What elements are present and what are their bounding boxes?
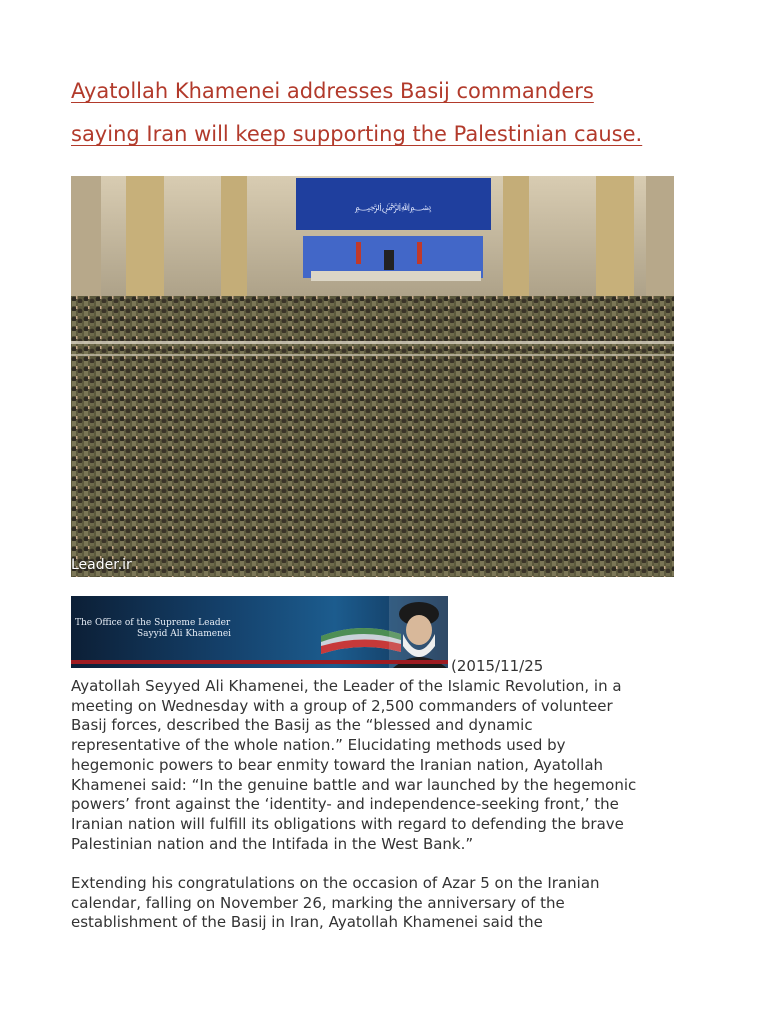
office-banner (71, 596, 448, 668)
text-line: establishment of the Basij in Iran, Ayatollah Khamenei said the (71, 913, 543, 932)
article-headline[interactable] (71, 70, 711, 156)
paragraph-1 (71, 677, 711, 854)
text-line: powers’ front against the ‘identity- and independence-seeking front,’ the (71, 795, 619, 814)
svg-text:﷽: ﷽ (354, 202, 432, 213)
paragraph-spacer (71, 854, 711, 874)
headline-line-2[interactable]: saying Iran will keep supporting the Palestinian cause. (71, 122, 643, 146)
crowd-photo-illustration (71, 176, 674, 577)
text-line: Ayatollah Seyyed Ali Khamenei, the Leader of the Islamic Revolution, in a (71, 677, 622, 695)
text-line: Palestinian nation and the Intifada in the West Bank.” (71, 834, 474, 853)
text-line: Basij forces, described the Basij as the “blessed and dynamic (71, 716, 533, 735)
article-date: (2015/11/25 (451, 657, 544, 675)
text-line: representative of the whole nation.” Elucidating methods used by (71, 736, 566, 755)
text-line: meeting on Wednesday with a group of 2,500 commanders of volunteer (71, 696, 613, 715)
text-line: Iranian nation will fulfill its obligations with regard to defending the brave (71, 814, 624, 833)
photo-credit: Leader.ir (71, 557, 132, 573)
banner-leader-name: Sayyid Ali Khamenei (137, 629, 232, 639)
banner-artwork (71, 596, 448, 668)
banner-office-title: The Office of the Supreme Leader (75, 618, 231, 628)
text-line: Khamenei said: “In the genuine battle and war launched by the hegemonic (71, 775, 637, 794)
paragraph-2 (71, 874, 711, 933)
text-line: Extending his congratulations on the occasion of Azar 5 on the Iranian (71, 874, 600, 893)
banner-stripe (71, 660, 448, 664)
headline-line-1[interactable]: Ayatollah Khamenei addresses Basij commanders (71, 79, 594, 103)
text-line: hegemonic powers to bear enmity toward the Iranian nation, Ayatollah (71, 755, 604, 774)
crowd-photo (71, 176, 674, 577)
text-line: calendar, falling on November 26, marking the anniversary of the (71, 893, 565, 912)
article-body (71, 677, 711, 933)
